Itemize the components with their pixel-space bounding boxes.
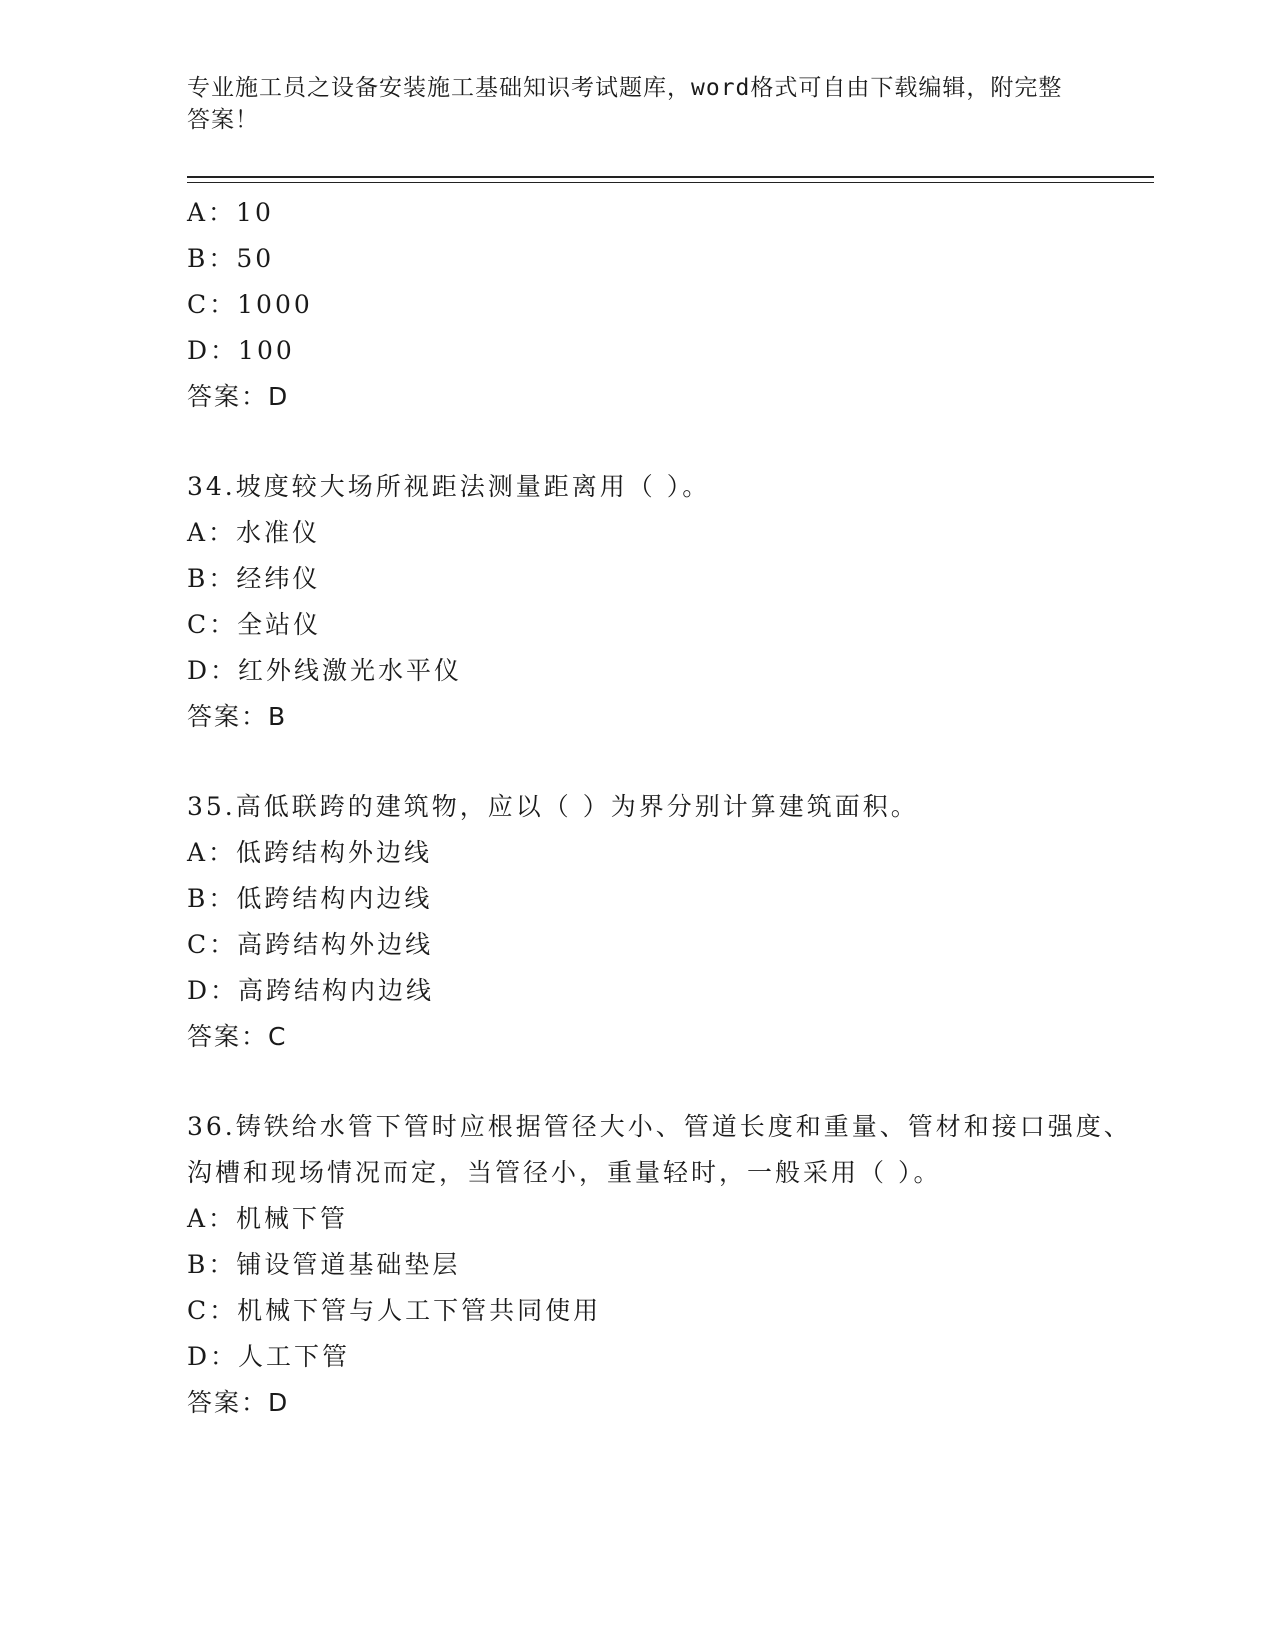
option-a: A：机械下管 [187,1204,349,1233]
option-c: C：高跨结构外边线 [187,930,434,959]
question-stem: 35.高低联跨的建筑物，应以（ ）为界分别计算建筑面积。 [187,792,919,821]
question-stem: 36.铸铁给水管下管时应根据管径大小、管道长度和重量、管材和接口强度、沟槽和现场情况而定，当管径小，重量轻时，一般采用（ ）。 [187,1112,1132,1187]
option-d: D：红外线激光水平仪 [187,656,463,685]
answer-line: 答案：D [187,1388,290,1417]
option-d: D：100 [187,336,295,365]
header-rule-thin [187,182,1154,183]
question-stem: 34.坡度较大场所视距法测量距离用（ ）。 [187,472,711,501]
option-b: B：经纬仪 [187,564,321,593]
option-c: C：1000 [187,290,313,319]
question-block-35 [187,784,1147,1060]
answer-line: 答案：D [187,382,290,411]
question-block-36 [187,1104,1147,1426]
question-block-34 [187,464,1147,740]
header-title: 专业施工员之设备安装施工基础知识考试题库，word格式可自由下载编辑，附完整答案！ [187,75,1063,133]
option-d: D：高跨结构内边线 [187,976,435,1005]
option-c: C：机械下管与人工下管共同使用 [187,1296,602,1325]
question-block-33 [187,190,1147,420]
option-b: B：50 [187,244,275,273]
answer-line: 答案：C [187,1022,288,1051]
option-c: C：全站仪 [187,610,322,639]
option-d: D：人工下管 [187,1342,351,1371]
option-a: A：水准仪 [187,518,321,547]
option-b: B：低跨结构内边线 [187,884,433,913]
option-b: B：铺设管道基础垫层 [187,1250,461,1279]
question-list [187,190,1147,1426]
answer-line: 答案：B [187,702,288,731]
option-a: A：低跨结构外边线 [187,838,433,867]
header-rule-thick [187,176,1154,178]
document-header [187,72,1067,136]
option-a: A：10 [187,198,274,227]
